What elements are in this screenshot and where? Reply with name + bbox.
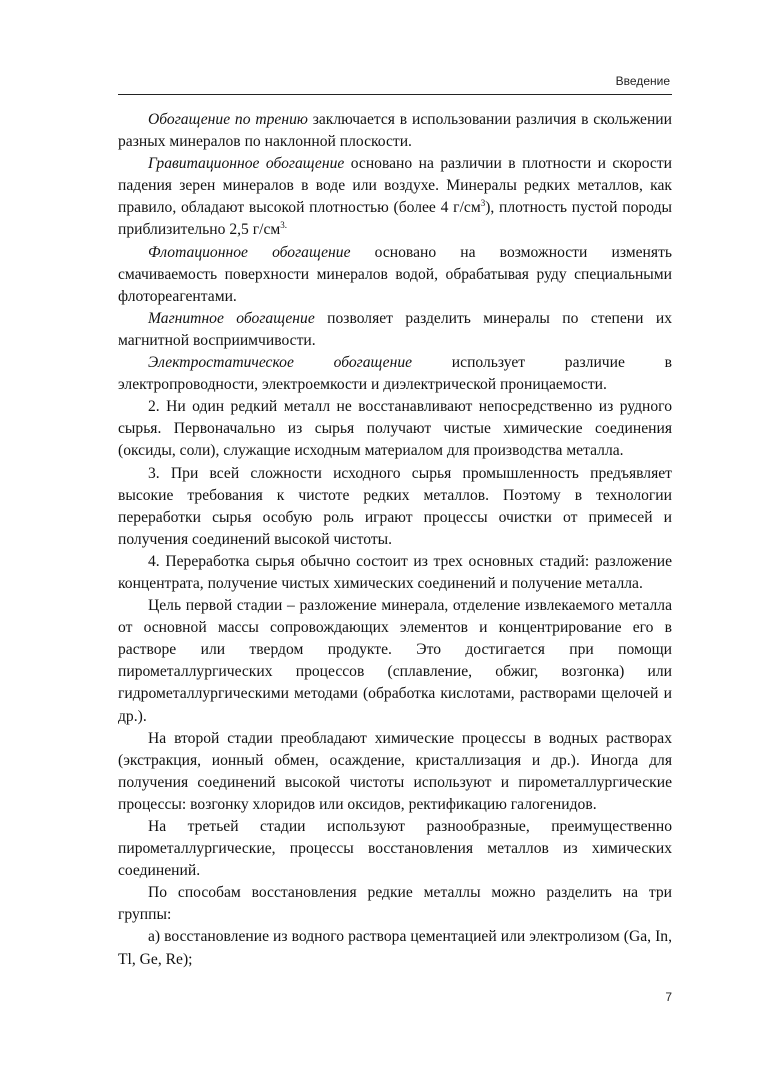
running-header (118, 74, 672, 95)
italic-term: Флотационное обогащение (148, 243, 351, 261)
superscript: 3 (480, 198, 486, 209)
superscript: 3. (280, 220, 287, 231)
paragraph: а) восстановление из водного раствора цементацией или электролизом (Ga, In, Tl, Ge, Re); (118, 928, 672, 968)
paragraph: Магнитное обогащение позволяет разделить минералы по степени их магнитной восприимчивости. (118, 309, 672, 349)
italic-term: Обогащение по трению (148, 111, 308, 128)
paragraph: Цель первой стадии – разложение минерала, отделение извлекаемого металла от основной массы сопровождающих элементов и концентрирование его в растворе или твердом продукте. Это достигается при помощи пирометаллургических процессов (сплавление, обжиг, возгонка) или гидрометаллургическими методами (обработка кислотами, растворами щелочей и др.). (118, 597, 672, 725)
body-text (118, 109, 672, 971)
paragraph: 2. Ни один редкий металл не восстанавливают непосредственно из рудного сырья. Первоначально из сырья получают чистые химические соединения (оксиды, соли), служащие исходным материалом для производства металла. (118, 398, 672, 460)
paragraph: На третьей стадии используют разнообразные, преимущественно пирометаллургические, процессы восстановления металлов из химических соединений. (118, 818, 672, 880)
header-title: Введение (615, 74, 670, 88)
paragraph: 3. При всей сложности исходного сырья промышленность предъявляет высокие требования к чистоте редких металлов. Поэтому в технологии переработки сырья особую роль играют процессы очистки от примесей и получения соединений высокой чистоты. (118, 464, 672, 548)
paragraph: На второй стадии преобладают химические процессы в водных растворах (экстракция, ионный обмен, осаждение, кристаллизация и др.). Иногда для получения соединений высокой чистоты используют и пирометаллургические процессы: возгонку хлоридов или оксидов, ректификацию галогенидов. (118, 729, 672, 813)
italic-term: Электростатическое обогащение (148, 354, 413, 372)
paragraph: 4. Переработка сырья обычно состоит из трех основных стадий: разложение концентрата, получение чистых химических соединений и получение металла. (118, 552, 672, 592)
paragraph: Флотационное обогащение основано на возможности изменять смачиваемость поверхности минералов водой, обрабатывая руду специальными флотореагентами. (118, 243, 673, 305)
italic-term: Гравитационное обогащение (148, 155, 345, 173)
paragraph: Электростатическое обогащение использует различие в электропроводности, электроемкости и диэлектрической проницаемости. (118, 354, 672, 394)
paragraph: Обогащение по трению заключается в использовании различия в скольжении разных минералов по наклонной плоскости. (118, 111, 672, 151)
page-number: 7 (665, 990, 672, 1004)
paragraph: Гравитационное обогащение основано на различии в плотности и скорости падения зерен минералов в воде или воздухе. Минералы редких металлов, как правило, обладают высокой плотностью (более 4 $г/см^3$), плотность пустой породы приблизительно 2,5 $г/см^{3.}$ (118, 155, 672, 239)
italic-term: Магнитное обогащение (148, 309, 315, 327)
paragraph: По способам восстановления редкие металлы можно разделить на три группы: (118, 884, 672, 924)
